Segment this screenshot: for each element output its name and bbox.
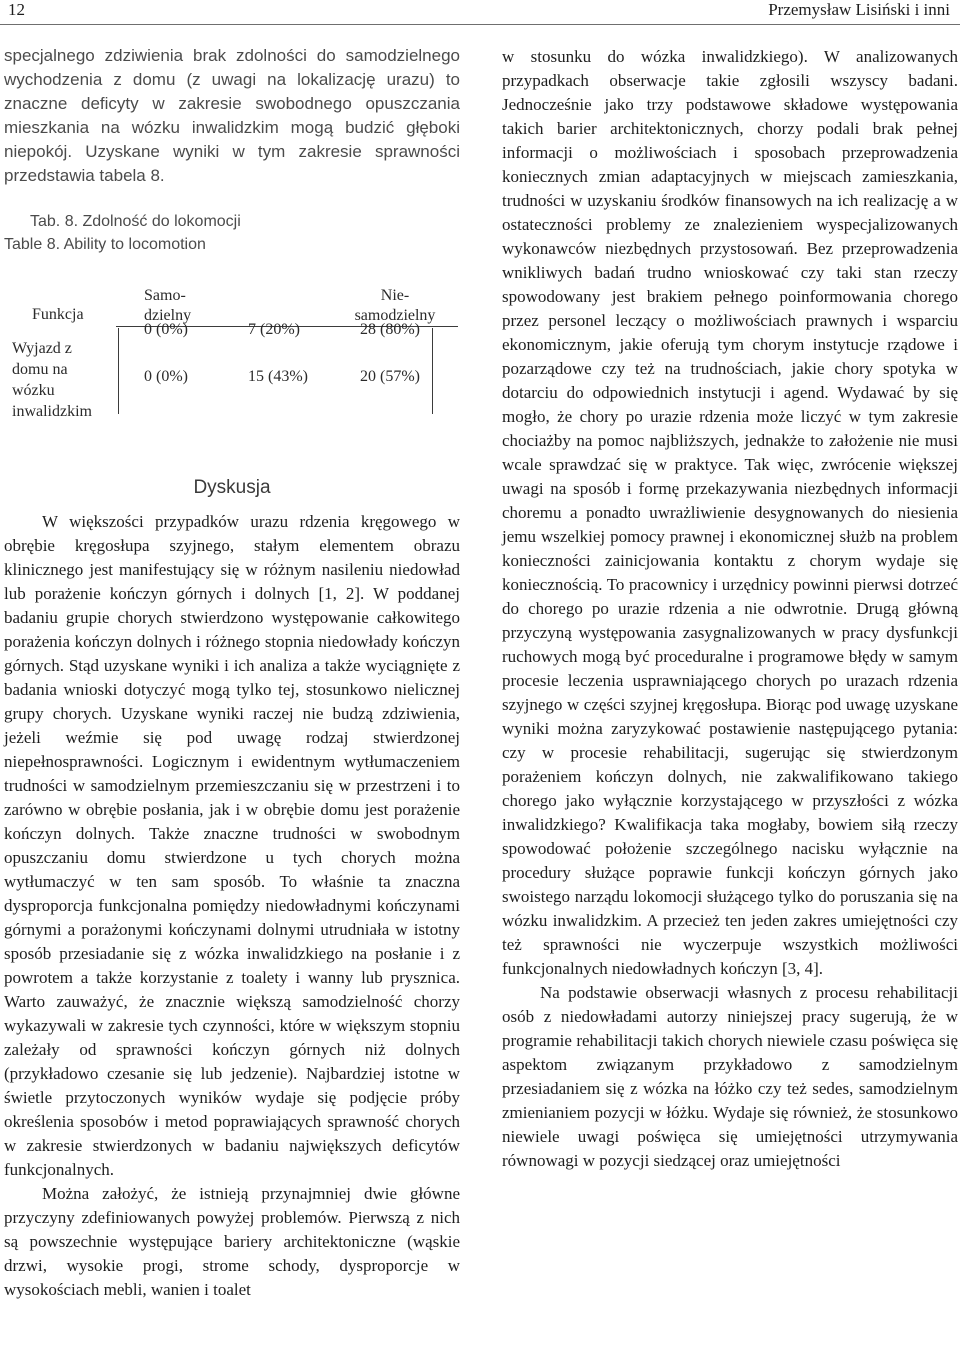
header-funkcja: Funkcja [32,306,84,323]
cell-r2-c1: 0 (0%) [144,368,188,385]
discussion-paragraph-2: Można założyć, że istnieją przynajmniej dwie główne przyczyny zdefiniowanych powyżej problemów. Pierwszą z nich są powszechnie występujące bariery architektoniczne (wąskie drzwi, wysokie progi, strome schody, dysproporcje w wysokościach mebli, wanien i toalet [4,1184,460,1299]
table-divider-1 [118,328,119,414]
caption-english: Table 8. Ability to locomotion [4,236,206,253]
running-head-authors: Przemysław Lisiński i inni [768,0,950,19]
cell-r2-c3: 20 (57%) [360,368,420,385]
header-niesamodzielny: Nie-samodzielny [354,287,436,324]
cell-r1-c2: 7 (20%) [248,321,300,338]
header-rule [0,24,960,25]
locomotion-table [4,286,460,476]
right-paragraph-1: w stosunku do wózka inwalidzkiego). W analizowanych przypadkach obserwacje takie zgłosili wszyscy badani. Jednocześnie jako trzy podstawowe składowe występowania takich barier architektonicznych, chorzy podali brak pełnej informacji o możliwościach i sposobach przeprowadzenia koniecznych zmian adaptacyjnych w miejscach zamieszkania, trudności w uzyskaniu środków finansowych na ich realizację a w ostateczności problemy ze znalezieniem wyspecjalizowanych wykonawców niezbędnych przystosowań. Bez przeprowadzenia wnikliwych badań trudno wnioskować czy taki stan rzeczy spowodowany jest brakiem pełnego poinformowania chorego przez personel leczący o możliwościach prawnych i wsparciu ekonomicznym, jakie oferują tym chorym instytucje rządowe i pozarządowe czy też na trudnościach, jakie chory spotyka w dotarciu do odpowiednich instytucji i agend. Wydawać by się mogło, że chory po urazie rdzenia może liczyć w tym zakresie chociażby na pomoc najbliższych, jednakże to założenie nie musi wcale sprawdzać się w praktyce. Tak więc, zwrócenie większej uwagi na sposób i formę przekazywania niezbędnych informacji choremu a ponadto uwrażliwienie desygnowanych do niesienia jemu wszelkiej pomocy prawnej i ekonomicznej służb na problem konieczności zainicjowania kontaktu z chorym wydaje się koniecznością. To pracownicy i urzędnicy powinni pierwsi dotrzeć do chorego po urazie rdzenia a nie odwrotnie. Drugą główną przyczyną występowania zasygnalizowanych w pracy dysfunkcji ruchowych mogą być proceduralne i programowe błędy w samym procesie leczenia usprawniającego chorych po urazach rdzenia szyjnego w części szyjnej kręgosłupa. Biorąc pod uwagę uzyskane wyniki można zaryzykować postawienie następującego pytania: czy w procesie rehabilitacji, sugerując się stwierdzonym porażeniem kończyn dolnych, nie zakwalifikowano takiego chorego jako wyłącznie korzystającego w przyszłości z wózka inwalidzkiego? Kwalifikacja taka mogłaby, bowiem siłą rzeczy spowodować położenie szczególnego nacisku wyłącznie na procedury służące poprawie funkcji kończyn górnych jako swoistego narządu lokomocji służącego tylko do poruszania się na wózku inwalidzkim. A przecież ten jeden zakres umiejętności czy też sprawności nie wyczerpuje wszystkich możliwości funkcjonalnych niedowładnych kończyn [3, 4]. [502,47,958,978]
cell-r1-c1: 0 (0%) [144,321,188,338]
left-column [4,44,460,1302]
table-caption [4,210,460,256]
cell-r1-c3: 28 (80%) [360,321,420,338]
caption-polish: Tab. 8. Zdolność do lokomocji [30,213,241,230]
right-column [502,45,958,1173]
discussion-paragraph-1: W większości przypadków urazu rdzenia kręgowego w obrębie kręgosłupa szyjnego, stałym elementem obrazu klinicznego jest manifestujący się w różnym nasileniu niedowład lub porażenie kończyn górnych i dolnych [1, 2]. W poddanej badaniu grupie chorych stwierdzono występowanie całkowitego porażenia kończyn dolnych i różnego stopnia niedowłady kończyn górnych. Stąd uzyskane wyniki i ich analiza a także wyciągnięte z badania wnioski dotyczyć mogą tylko tej, stosunkowo nielicznej grupy chorych. Uzyskane wyniki raczej nie budzą zdziwienia, jeżeli weźmie się pod uwagę rodzaj stwierdzonej niepełnosprawności. Logicznym i ewidentnym wytłumaczeniem trudności w samodzielnym przemieszczaniu się w przestrzeni i to zarówno w obrębie posłania, jak i w obrębie domu jest porażenie kończyn dolnych. Także znaczne trudności w swobodnym opuszczaniu domu stwierdzone u tych chorych można wytłumaczyć w ten sam sposób. To właśnie ta znaczna dysproporcja funkcjonalna pomiędzy niedowładnymi kończynami górnymi a porażonymi kończynami dolnymi utrudniała w istotny sposób przesiadanie się z wózka inwalidzkiego na posłanie i z powrotem a także korzystanie z toalety i wanny lub prysznica. Warto zauważyć, że znacznie większą samodzielność chorzy wykazywali w zakresie tych czynności, które w większym stopniu zależały od sprawności kończyn górnych niż dolnych (przykładowo czesanie się lub jedzenie). Najbardziej istotne w świetle przytoczonych wyników wydaje się podjęcie próby określenia sposobów i metod poprawiających sprawność chorych w zakresie stwierdzonych w badaniu największych deficytów funkcjonalnych. [4,512,460,1179]
cell-r2-c2: 15 (43%) [248,368,308,385]
row-label: Wyjazd z domu na wózku inwalidzkim [12,340,92,420]
intro-paragraph: specjalnego zdziwienia brak zdolności do samodzielnego wychodzenia z domu (z uwagi na lokalizację urazu) to znaczne deficyty w zakresie swobodnego opuszczania mieszkania na wózku inwalidzkim mogą budzić głęboki niepokój. Uzyskane wyniki w tym zakresie sprawności przedstawia tabela 8. [4,46,460,185]
page-header [0,0,960,22]
right-paragraph-2: Na podstawie obserwacji własnych z procesu rehabilitacji osób z niedowładami autorzy niniejszej pracy sugerują, że w programie rehabilitacji takich chorych niewiele czasu poświęca się aspektom związanym przykładowo z samodzielnym przesiadaniem się z wózka na łóżko czy też sedes, samodzielnym zmienianiem pozycji w łóżku. Wydaje się również, że stosunkowo niewiele uwagi poświęca się umiejętności utrzymywania równowagi w pozycji siedzącej oraz umiejętności [502,983,958,1170]
table-divider-2 [432,328,433,414]
header-samodzielny: Samo-dzielny [144,287,192,324]
page-number: 12 [8,0,25,19]
section-title-discussion: Dyskusja [193,477,271,498]
